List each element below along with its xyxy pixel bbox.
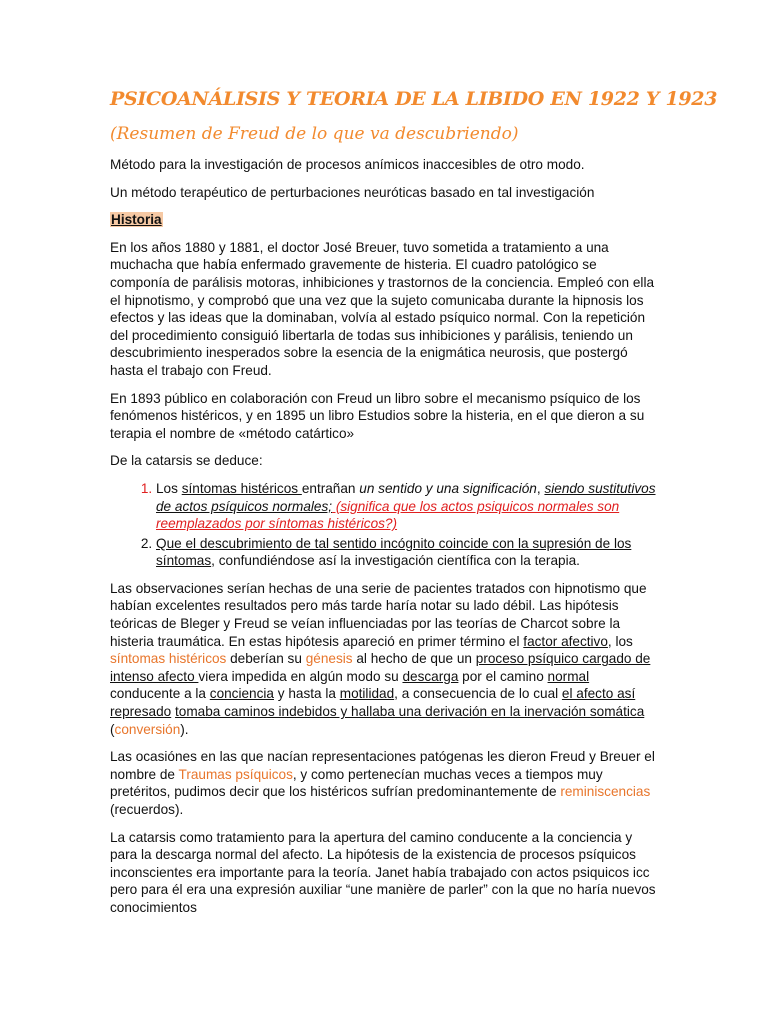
paragraph-observations: Las observaciones serían hechas de una serie de pacientes tratados con hipnotismo que habían excelentes resultados pero más tarde haría notar su lado débil. Las hipótesis teóricas de Bleger y Freud se veían influenciadas por las teorías de Charcot sobre la histeria traumática. En estas hipótesis apareció en primer término el factor afectivo, los síntomas histéricos deberían su génesis al hecho de que un proceso psíquico cargado de intenso afecto viera impedida en algún modo su descarga por el camino normal conducente a la conciencia y hasta la motilidad, a consecuencia de lo cual el afecto así represado tomaba caminos indebidos y hallaba una derivación en la inervación somática (conversión). [110,580,651,737]
catharsis-list [110,480,658,570]
paragraph-traumas: Las ocasiónes en las que nacían representaciones patógenas les dieron Freud y Breuer el nombre de Traumas psíquicos, y como pertenecían muchas veces a tiempos muy pretéritos, pudimos decir que los histéricos sufrían predominantemente de reminiscencias (recuerdos). [110,749,655,817]
paragraph-breuer-history: En los años 1880 y 1881, el doctor José Breuer, tuvo sometida a tratamiento a una muchacha que había enfermado gravemente de histeria. El cuadro patológico se componía de parálisis motoras, inhibiciones y trastornos de la conciencia. Empleó con ella el hipnotismo, y comprobó que una vez que la sujeto comunicaba durante la hipnosis los efectos y las ideas que la dominaban, volvía al estado psíquico normal. Con la repetición del procedimiento consiguió libertarla de todas sus inhibiciones y parálisis, teniendo un descubrimiento inesperados sobre la esencia de la enigmática neurosis, que postergó hasta el trabajo con Freud. [110,239,655,378]
section-heading [110,211,658,229]
list-item: 1. Los síntomas histéricos entrañan un sentido y una significación, siendo sustitutivos de actos psíquicos normales; (significa que los actos psiquicos normales son reemplazados por síntomas histéricos?) [156,480,658,533]
list-item: 2. Que el descubrimiento de tal sentido incógnito coincide con la supresión de los síntomas, confundiéndose así la investigación científica con la terapia. [156,535,658,570]
paragraph-definition-1: Método para la investigación de procesos anímicos inaccesibles de otro modo. [110,157,585,172]
paragraph-1893-book: En 1893 público en colaboración con Freud un libro sobre el mecanismo psíquico de los fenómenos histéricos, y en 1895 un libro Estudios sobre la histeria, en el que dieron a su terapia el nombre de «método catártico» [110,390,645,441]
paragraph-catharsis-treatment: La catarsis como tratamiento para la apertura del camino conducente a la conciencia y para la descarga normal del afecto. La hipótesis de la existencia de procesos psíquicos inconscientes era importante para la teoría. Janet había trabajado con actos psiquicos icc pero para él era una expresión auxiliar “une manière de parler” con la que no haría nuevos conocimientos [110,829,656,915]
paragraph-definition-2: Un método terapéutico de perturbaciones neuróticas basado en tal investigación [110,184,595,200]
document-subtitle: (Resumen de Freud de lo que va descubriendo) [110,124,519,144]
paragraph-catharsis-intro: De la catarsis se deduce: [110,453,263,469]
heading-historia: Historia [111,212,162,228]
red-note: (significa que los actos psiquicos normales son reemplazados por síntomas histéricos?) [156,498,620,532]
document-title: PSICOANÁLISIS Y TEORIA DE LA LIBIDO EN 1922 Y 1923 [110,88,718,110]
